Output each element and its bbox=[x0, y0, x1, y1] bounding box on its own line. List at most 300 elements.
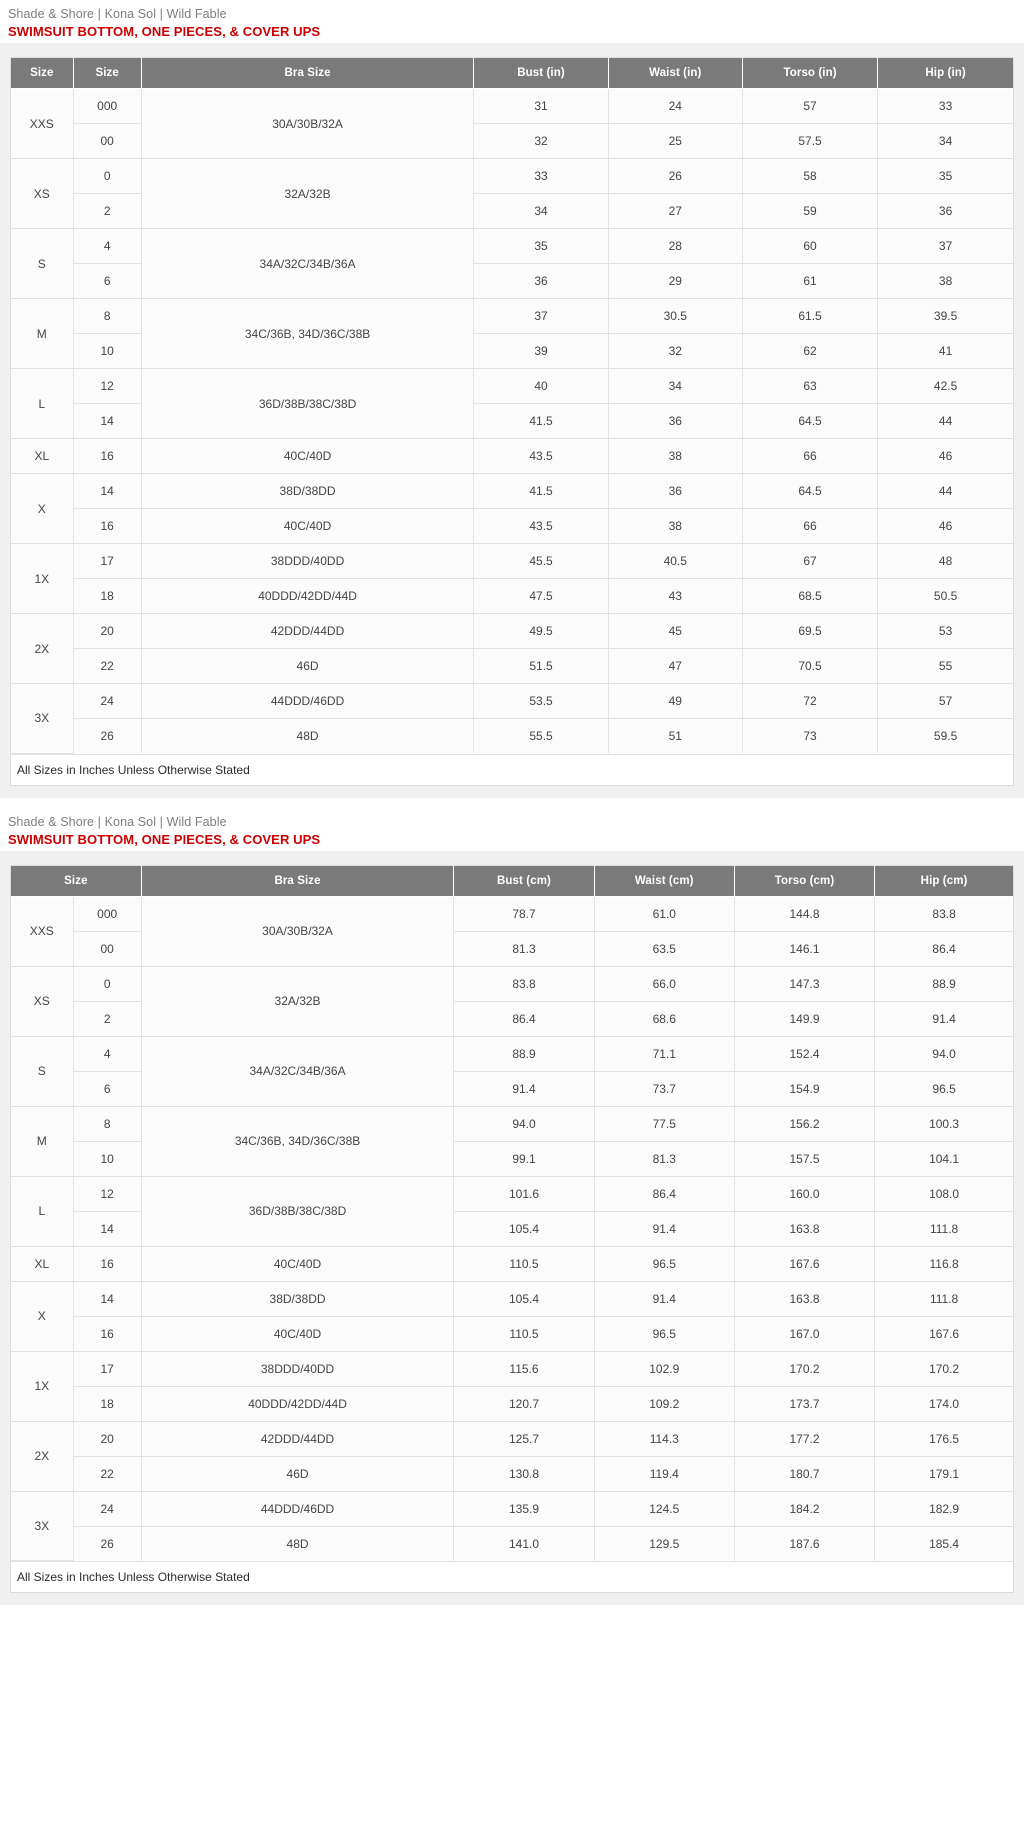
cell-bust: 130.8 bbox=[454, 1456, 594, 1491]
cell-size-alpha: L bbox=[11, 1176, 73, 1246]
cell-waist: 66.0 bbox=[594, 966, 734, 1001]
column-header-torso: Torso (in) bbox=[742, 58, 877, 89]
section-heading-inches bbox=[0, 0, 1024, 43]
cell-torso: 149.9 bbox=[734, 1001, 874, 1036]
cell-hip: 41 bbox=[878, 334, 1013, 369]
cell-bust: 43.5 bbox=[474, 439, 608, 474]
cell-torso: 180.7 bbox=[734, 1456, 874, 1491]
cell-hip: 111.8 bbox=[875, 1211, 1013, 1246]
cell-size-numeric: 14 bbox=[73, 474, 141, 509]
cell-size-numeric: 24 bbox=[73, 1491, 141, 1526]
cell-size-numeric: 20 bbox=[73, 614, 141, 649]
cell-hip: 46 bbox=[878, 439, 1013, 474]
cell-bra-size: 32A/32B bbox=[141, 159, 474, 229]
cell-waist: 109.2 bbox=[594, 1386, 734, 1421]
cell-waist: 26 bbox=[608, 159, 742, 194]
cell-bra-size: 34C/36B, 34D/36C/38B bbox=[141, 299, 474, 369]
cell-size-numeric: 000 bbox=[73, 896, 141, 931]
cell-bra-size: 40C/40D bbox=[141, 439, 474, 474]
cell-bra-size: 38D/38DD bbox=[141, 1281, 454, 1316]
cell-torso: 167.6 bbox=[734, 1246, 874, 1281]
table-row bbox=[11, 1491, 1013, 1526]
cell-size-numeric: 14 bbox=[73, 1281, 141, 1316]
cell-waist: 96.5 bbox=[594, 1316, 734, 1351]
cell-size-numeric: 16 bbox=[73, 1246, 141, 1281]
cell-size-numeric: 12 bbox=[73, 1176, 141, 1211]
cell-bra-size: 38DDD/40DD bbox=[141, 544, 474, 579]
cell-torso: 58 bbox=[742, 159, 877, 194]
cell-size-alpha: L bbox=[11, 369, 73, 439]
cell-size-numeric: 16 bbox=[73, 509, 141, 544]
table-row bbox=[11, 1246, 1013, 1281]
cell-size-numeric: 17 bbox=[73, 1351, 141, 1386]
footnote-cm: All Sizes in Inches Unless Otherwise Stated bbox=[11, 1561, 1013, 1592]
cell-bust: 101.6 bbox=[454, 1176, 594, 1211]
cell-hip: 53 bbox=[878, 614, 1013, 649]
cell-size-alpha: M bbox=[11, 1106, 73, 1176]
cell-size-numeric: 22 bbox=[73, 1456, 141, 1491]
cell-waist: 36 bbox=[608, 474, 742, 509]
cell-size-alpha: 2X bbox=[11, 1421, 73, 1491]
footnote-inches: All Sizes in Inches Unless Otherwise Stated bbox=[11, 754, 1013, 785]
cell-bra-size: 40C/40D bbox=[141, 1246, 454, 1281]
cell-bra-size: 44DDD/46DD bbox=[141, 1491, 454, 1526]
table-header-row bbox=[11, 866, 1013, 897]
size-table-inches bbox=[11, 58, 1013, 754]
column-header-size: Size bbox=[11, 866, 141, 897]
cell-bra-size: 48D bbox=[141, 1526, 454, 1561]
cell-bust: 36 bbox=[474, 264, 608, 299]
table-row bbox=[11, 896, 1013, 931]
cell-torso: 157.5 bbox=[734, 1141, 874, 1176]
table-row bbox=[11, 369, 1013, 404]
cell-torso: 177.2 bbox=[734, 1421, 874, 1456]
cell-torso: 163.8 bbox=[734, 1211, 874, 1246]
cell-bust: 125.7 bbox=[454, 1421, 594, 1456]
cell-bra-size: 40DDD/42DD/44D bbox=[141, 1386, 454, 1421]
size-chart-section-inches bbox=[0, 0, 1024, 798]
table-container-cm bbox=[0, 851, 1024, 1606]
cell-size-numeric: 00 bbox=[73, 124, 141, 159]
cell-size-numeric: 2 bbox=[73, 194, 141, 229]
column-header-size-alpha: Size bbox=[11, 58, 73, 89]
cell-torso: 62 bbox=[742, 334, 877, 369]
table-row bbox=[11, 439, 1013, 474]
cell-size-alpha: XXS bbox=[11, 89, 73, 159]
cell-waist: 77.5 bbox=[594, 1106, 734, 1141]
cell-size-numeric: 26 bbox=[73, 719, 141, 754]
cell-torso: 66 bbox=[742, 509, 877, 544]
cell-bust: 141.0 bbox=[454, 1526, 594, 1561]
cell-bra-size: 38DDD/40DD bbox=[141, 1351, 454, 1386]
cell-waist: 102.9 bbox=[594, 1351, 734, 1386]
cell-torso: 163.8 bbox=[734, 1281, 874, 1316]
cell-hip: 176.5 bbox=[875, 1421, 1013, 1456]
cell-size-numeric: 4 bbox=[73, 1036, 141, 1071]
cell-torso: 144.8 bbox=[734, 896, 874, 931]
column-header-size-numeric: Size bbox=[73, 58, 141, 89]
cell-bra-size: 34A/32C/34B/36A bbox=[141, 1036, 454, 1106]
cell-bust: 110.5 bbox=[454, 1246, 594, 1281]
cell-bust: 43.5 bbox=[474, 509, 608, 544]
cell-bra-size: 40DDD/42DD/44D bbox=[141, 579, 474, 614]
cell-bust: 88.9 bbox=[454, 1036, 594, 1071]
cell-bust: 94.0 bbox=[454, 1106, 594, 1141]
cell-bust: 83.8 bbox=[454, 966, 594, 1001]
cell-bra-size: 34A/32C/34B/36A bbox=[141, 229, 474, 299]
cell-bra-size: 30A/30B/32A bbox=[141, 896, 454, 966]
cell-bust: 34 bbox=[474, 194, 608, 229]
cell-hip: 179.1 bbox=[875, 1456, 1013, 1491]
cell-bra-size: 34C/36B, 34D/36C/38B bbox=[141, 1106, 454, 1176]
table-row bbox=[11, 1456, 1013, 1491]
cell-size-numeric: 18 bbox=[73, 579, 141, 614]
cell-waist: 91.4 bbox=[594, 1281, 734, 1316]
table-row bbox=[11, 579, 1013, 614]
cell-hip: 182.9 bbox=[875, 1491, 1013, 1526]
cell-bust: 51.5 bbox=[474, 649, 608, 684]
cell-waist: 32 bbox=[608, 334, 742, 369]
table-card-cm bbox=[10, 865, 1014, 1594]
table-row bbox=[11, 89, 1013, 124]
table-row bbox=[11, 1316, 1013, 1351]
table-body-cm bbox=[11, 896, 1013, 1561]
cell-waist: 71.1 bbox=[594, 1036, 734, 1071]
cell-size-alpha: S bbox=[11, 1036, 73, 1106]
cell-torso: 57.5 bbox=[742, 124, 877, 159]
table-row bbox=[11, 684, 1013, 719]
cell-torso: 66 bbox=[742, 439, 877, 474]
cell-hip: 36 bbox=[878, 194, 1013, 229]
cell-hip: 111.8 bbox=[875, 1281, 1013, 1316]
cell-waist: 129.5 bbox=[594, 1526, 734, 1561]
cell-torso: 156.2 bbox=[734, 1106, 874, 1141]
cell-hip: 108.0 bbox=[875, 1176, 1013, 1211]
cell-bust: 86.4 bbox=[454, 1001, 594, 1036]
cell-size-numeric: 17 bbox=[73, 544, 141, 579]
cell-bust: 91.4 bbox=[454, 1071, 594, 1106]
cell-hip: 55 bbox=[878, 649, 1013, 684]
cell-bra-size: 36D/38B/38C/38D bbox=[141, 369, 474, 439]
cell-bust: 49.5 bbox=[474, 614, 608, 649]
table-card-inches bbox=[10, 57, 1014, 786]
cell-torso: 60 bbox=[742, 229, 877, 264]
cell-hip: 174.0 bbox=[875, 1386, 1013, 1421]
cell-hip: 46 bbox=[878, 509, 1013, 544]
cell-size-numeric: 0 bbox=[73, 159, 141, 194]
table-body-inches bbox=[11, 89, 1013, 754]
table-container-inches bbox=[0, 43, 1024, 798]
cell-size-numeric: 22 bbox=[73, 649, 141, 684]
cell-bra-size: 40C/40D bbox=[141, 509, 474, 544]
cell-torso: 73 bbox=[742, 719, 877, 754]
cell-waist: 43 bbox=[608, 579, 742, 614]
cell-torso: 57 bbox=[742, 89, 877, 124]
cell-hip: 185.4 bbox=[875, 1526, 1013, 1561]
cell-waist: 86.4 bbox=[594, 1176, 734, 1211]
cell-size-alpha: XS bbox=[11, 966, 73, 1036]
cell-waist: 51 bbox=[608, 719, 742, 754]
cell-hip: 59.5 bbox=[878, 719, 1013, 754]
column-header-waist: Waist (cm) bbox=[594, 866, 734, 897]
page-title: SWIMSUIT BOTTOM, ONE PIECES, & COVER UPS bbox=[8, 24, 321, 39]
cell-bust: 47.5 bbox=[474, 579, 608, 614]
cell-torso: 184.2 bbox=[734, 1491, 874, 1526]
cell-bust: 33 bbox=[474, 159, 608, 194]
cell-bust: 32 bbox=[474, 124, 608, 159]
cell-size-alpha: X bbox=[11, 1281, 73, 1351]
brand-line: Shade & Shore | Kona Sol | Wild Fable bbox=[8, 814, 227, 829]
table-row bbox=[11, 1176, 1013, 1211]
cell-size-numeric: 10 bbox=[73, 334, 141, 369]
column-header-hip: Hip (in) bbox=[878, 58, 1013, 89]
cell-waist: 114.3 bbox=[594, 1421, 734, 1456]
cell-bust: 120.7 bbox=[454, 1386, 594, 1421]
cell-waist: 68.6 bbox=[594, 1001, 734, 1036]
cell-size-alpha: 3X bbox=[11, 1491, 73, 1561]
cell-hip: 50.5 bbox=[878, 579, 1013, 614]
cell-torso: 146.1 bbox=[734, 931, 874, 966]
cell-torso: 68.5 bbox=[742, 579, 877, 614]
table-row bbox=[11, 1351, 1013, 1386]
cell-waist: 119.4 bbox=[594, 1456, 734, 1491]
table-row bbox=[11, 614, 1013, 649]
cell-hip: 100.3 bbox=[875, 1106, 1013, 1141]
column-header-bra-size: Bra Size bbox=[141, 58, 474, 89]
cell-torso: 70.5 bbox=[742, 649, 877, 684]
table-row bbox=[11, 159, 1013, 194]
cell-size-alpha: M bbox=[11, 299, 73, 369]
cell-bust: 55.5 bbox=[474, 719, 608, 754]
cell-size-alpha: 2X bbox=[11, 614, 73, 684]
cell-bust: 105.4 bbox=[454, 1281, 594, 1316]
cell-bra-size: 48D bbox=[141, 719, 474, 754]
cell-bra-size: 42DDD/44DD bbox=[141, 1421, 454, 1456]
brand-line: Shade & Shore | Kona Sol | Wild Fable bbox=[8, 7, 227, 21]
cell-torso: 59 bbox=[742, 194, 877, 229]
cell-torso: 64.5 bbox=[742, 404, 877, 439]
table-row bbox=[11, 649, 1013, 684]
column-header-bust: Bust (in) bbox=[474, 58, 608, 89]
cell-size-alpha: X bbox=[11, 474, 73, 544]
cell-size-numeric: 6 bbox=[73, 1071, 141, 1106]
cell-size-numeric: 14 bbox=[73, 1211, 141, 1246]
table-row bbox=[11, 1036, 1013, 1071]
cell-waist: 34 bbox=[608, 369, 742, 404]
table-row bbox=[11, 474, 1013, 509]
cell-size-alpha: 1X bbox=[11, 1351, 73, 1421]
cell-bust: 39 bbox=[474, 334, 608, 369]
cell-torso: 173.7 bbox=[734, 1386, 874, 1421]
cell-hip: 48 bbox=[878, 544, 1013, 579]
cell-waist: 38 bbox=[608, 509, 742, 544]
table-row bbox=[11, 1421, 1013, 1456]
cell-bust: 40 bbox=[474, 369, 608, 404]
cell-waist: 81.3 bbox=[594, 1141, 734, 1176]
cell-size-numeric: 8 bbox=[73, 1106, 141, 1141]
cell-bra-size: 32A/32B bbox=[141, 966, 454, 1036]
cell-torso: 67 bbox=[742, 544, 877, 579]
table-row bbox=[11, 1386, 1013, 1421]
cell-size-alpha: 3X bbox=[11, 684, 73, 754]
cell-waist: 63.5 bbox=[594, 931, 734, 966]
column-header-bust: Bust (cm) bbox=[454, 866, 594, 897]
section-divider bbox=[0, 798, 1024, 808]
cell-torso: 72 bbox=[742, 684, 877, 719]
cell-size-alpha: XL bbox=[11, 1246, 73, 1281]
cell-size-numeric: 16 bbox=[73, 1316, 141, 1351]
cell-size-numeric: 26 bbox=[73, 1526, 141, 1561]
page-title: SWIMSUIT BOTTOM, ONE PIECES, & COVER UPS bbox=[8, 831, 321, 847]
cell-bra-size: 44DDD/46DD bbox=[141, 684, 474, 719]
cell-torso: 63 bbox=[742, 369, 877, 404]
cell-size-numeric: 12 bbox=[73, 369, 141, 404]
cell-size-numeric: 20 bbox=[73, 1421, 141, 1456]
table-row bbox=[11, 509, 1013, 544]
cell-size-numeric: 24 bbox=[73, 684, 141, 719]
cell-size-numeric: 18 bbox=[73, 1386, 141, 1421]
cell-bra-size: 38D/38DD bbox=[141, 474, 474, 509]
cell-hip: 88.9 bbox=[875, 966, 1013, 1001]
cell-hip: 42.5 bbox=[878, 369, 1013, 404]
cell-size-alpha: XL bbox=[11, 439, 73, 474]
column-header-torso: Torso (cm) bbox=[734, 866, 874, 897]
cell-torso: 160.0 bbox=[734, 1176, 874, 1211]
cell-hip: 39.5 bbox=[878, 299, 1013, 334]
cell-bust: 45.5 bbox=[474, 544, 608, 579]
table-row bbox=[11, 1526, 1013, 1561]
cell-bra-size: 42DDD/44DD bbox=[141, 614, 474, 649]
column-header-hip: Hip (cm) bbox=[875, 866, 1013, 897]
cell-torso: 152.4 bbox=[734, 1036, 874, 1071]
cell-size-numeric: 00 bbox=[73, 931, 141, 966]
cell-size-alpha: XS bbox=[11, 159, 73, 229]
cell-torso: 61 bbox=[742, 264, 877, 299]
cell-waist: 49 bbox=[608, 684, 742, 719]
cell-waist: 124.5 bbox=[594, 1491, 734, 1526]
cell-waist: 96.5 bbox=[594, 1246, 734, 1281]
cell-bra-size: 30A/30B/32A bbox=[141, 89, 474, 159]
cell-bust: 99.1 bbox=[454, 1141, 594, 1176]
cell-bust: 41.5 bbox=[474, 474, 608, 509]
table-row bbox=[11, 1281, 1013, 1316]
cell-bust: 81.3 bbox=[454, 931, 594, 966]
cell-bust: 115.6 bbox=[454, 1351, 594, 1386]
table-row bbox=[11, 966, 1013, 1001]
column-header-waist: Waist (in) bbox=[608, 58, 742, 89]
cell-hip: 34 bbox=[878, 124, 1013, 159]
cell-bra-size: 46D bbox=[141, 649, 474, 684]
table-header-row bbox=[11, 58, 1013, 89]
cell-size-numeric: 2 bbox=[73, 1001, 141, 1036]
cell-hip: 96.5 bbox=[875, 1071, 1013, 1106]
cell-bust: 135.9 bbox=[454, 1491, 594, 1526]
section-heading-cm bbox=[0, 808, 1024, 851]
cell-torso: 147.3 bbox=[734, 966, 874, 1001]
cell-bust: 31 bbox=[474, 89, 608, 124]
cell-hip: 37 bbox=[878, 229, 1013, 264]
cell-waist: 73.7 bbox=[594, 1071, 734, 1106]
column-header-bra-size: Bra Size bbox=[141, 866, 454, 897]
cell-hip: 170.2 bbox=[875, 1351, 1013, 1386]
cell-bra-size: 36D/38B/38C/38D bbox=[141, 1176, 454, 1246]
cell-hip: 35 bbox=[878, 159, 1013, 194]
cell-bust: 110.5 bbox=[454, 1316, 594, 1351]
cell-size-alpha: XXS bbox=[11, 896, 73, 966]
cell-bra-size: 46D bbox=[141, 1456, 454, 1491]
cell-waist: 27 bbox=[608, 194, 742, 229]
cell-size-numeric: 6 bbox=[73, 264, 141, 299]
cell-size-numeric: 16 bbox=[73, 439, 141, 474]
cell-torso: 167.0 bbox=[734, 1316, 874, 1351]
table-row bbox=[11, 299, 1013, 334]
cell-hip: 57 bbox=[878, 684, 1013, 719]
cell-size-numeric: 0 bbox=[73, 966, 141, 1001]
cell-torso: 69.5 bbox=[742, 614, 877, 649]
cell-waist: 29 bbox=[608, 264, 742, 299]
cell-waist: 40.5 bbox=[608, 544, 742, 579]
cell-torso: 154.9 bbox=[734, 1071, 874, 1106]
cell-bust: 53.5 bbox=[474, 684, 608, 719]
cell-torso: 61.5 bbox=[742, 299, 877, 334]
cell-waist: 47 bbox=[608, 649, 742, 684]
cell-size-alpha: S bbox=[11, 229, 73, 299]
cell-torso: 187.6 bbox=[734, 1526, 874, 1561]
table-row bbox=[11, 719, 1013, 754]
cell-hip: 86.4 bbox=[875, 931, 1013, 966]
cell-bust: 105.4 bbox=[454, 1211, 594, 1246]
cell-hip: 91.4 bbox=[875, 1001, 1013, 1036]
cell-waist: 45 bbox=[608, 614, 742, 649]
cell-size-numeric: 10 bbox=[73, 1141, 141, 1176]
cell-torso: 170.2 bbox=[734, 1351, 874, 1386]
cell-torso: 64.5 bbox=[742, 474, 877, 509]
cell-size-numeric: 8 bbox=[73, 299, 141, 334]
cell-bust: 41.5 bbox=[474, 404, 608, 439]
cell-size-numeric: 14 bbox=[73, 404, 141, 439]
cell-size-alpha: 1X bbox=[11, 544, 73, 614]
table-row bbox=[11, 229, 1013, 264]
cell-bust: 78.7 bbox=[454, 896, 594, 931]
cell-hip: 167.6 bbox=[875, 1316, 1013, 1351]
cell-waist: 25 bbox=[608, 124, 742, 159]
cell-hip: 38 bbox=[878, 264, 1013, 299]
cell-hip: 33 bbox=[878, 89, 1013, 124]
table-row bbox=[11, 544, 1013, 579]
cell-waist: 61.0 bbox=[594, 896, 734, 931]
cell-waist: 36 bbox=[608, 404, 742, 439]
cell-hip: 104.1 bbox=[875, 1141, 1013, 1176]
cell-hip: 94.0 bbox=[875, 1036, 1013, 1071]
cell-waist: 24 bbox=[608, 89, 742, 124]
cell-hip: 116.8 bbox=[875, 1246, 1013, 1281]
cell-waist: 30.5 bbox=[608, 299, 742, 334]
cell-hip: 44 bbox=[878, 474, 1013, 509]
table-row bbox=[11, 1106, 1013, 1141]
cell-waist: 28 bbox=[608, 229, 742, 264]
cell-bust: 35 bbox=[474, 229, 608, 264]
cell-size-numeric: 4 bbox=[73, 229, 141, 264]
cell-bust: 37 bbox=[474, 299, 608, 334]
size-table-cm bbox=[11, 866, 1013, 1562]
cell-waist: 91.4 bbox=[594, 1211, 734, 1246]
size-chart-section-cm bbox=[0, 808, 1024, 1606]
cell-hip: 44 bbox=[878, 404, 1013, 439]
cell-size-numeric: 000 bbox=[73, 89, 141, 124]
cell-hip: 83.8 bbox=[875, 896, 1013, 931]
cell-waist: 38 bbox=[608, 439, 742, 474]
cell-bra-size: 40C/40D bbox=[141, 1316, 454, 1351]
